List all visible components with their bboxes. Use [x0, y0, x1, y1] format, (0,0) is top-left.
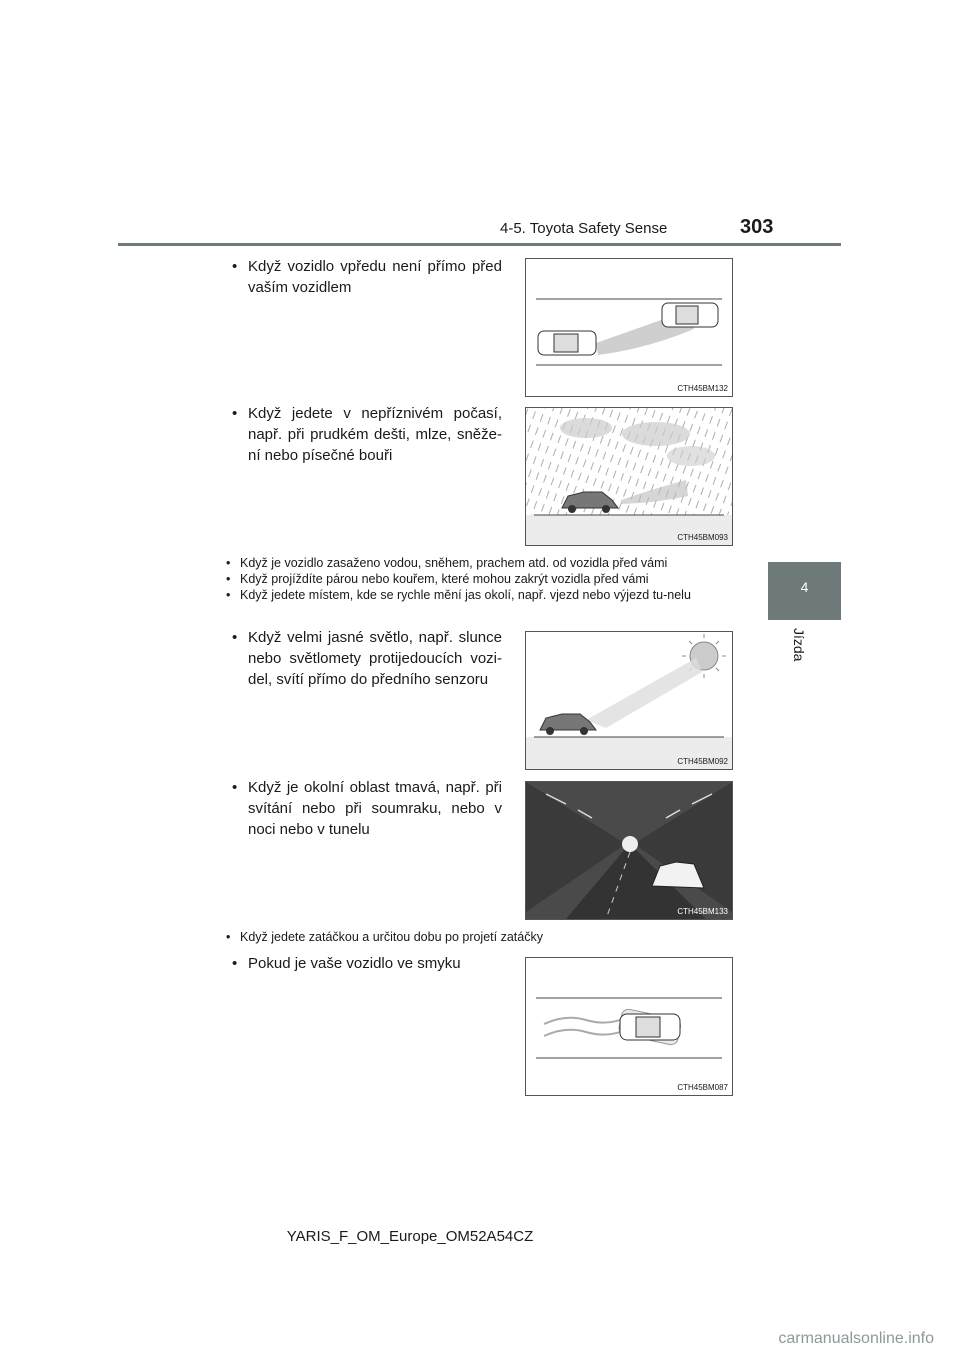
- figure-code: CTH45BM092: [677, 757, 728, 766]
- list-item: • Když je okolní oblast tmavá, např. při svítání nebo při soumraku, nebo v noci nebo v tunelu: [232, 779, 502, 838]
- header-rule: [118, 243, 841, 246]
- list-item: • Když projíždíte párou nebo kouřem, které mohou zakrýt vozidla před vámi: [226, 572, 649, 586]
- figure-skid: [525, 957, 733, 1096]
- figure-code: CTH45BM087: [677, 1083, 728, 1092]
- figure-code: CTH45BM093: [677, 533, 728, 542]
- document-code: YARIS_F_OM_Europe_OM52A54CZ: [286, 1228, 534, 1245]
- figure-vehicle-offset: [525, 258, 733, 397]
- list-item: • Když jedete zatáčkou a určitou dobu po projetí zatáčky: [226, 930, 543, 944]
- chapter-label: Jízda: [791, 628, 807, 662]
- chapter-number: 4: [800, 579, 809, 595]
- list-item: • Když jedete v nepříznivém počasí, např. při prudkém dešti, mlze, sněže-ní nebo písečné bouři: [232, 405, 502, 464]
- list-item: • Když vozidlo vpředu není přímo před vaším vozidlem: [232, 258, 502, 296]
- list-item: • Když jedete místem, kde se rychle mění jas okolí, např. vjezd nebo výjezd tu-nelu: [226, 588, 691, 602]
- page-number: 303: [740, 216, 774, 238]
- list-item: • Když velmi jasné světlo, např. slunce nebo světlomety protijedoucích vozi-del, svítí přímo do předního senzoru: [232, 629, 502, 688]
- figure-tunnel: [525, 781, 733, 920]
- figure-code: CTH45BM133: [677, 907, 728, 916]
- figure-bright-light: [525, 631, 733, 770]
- section-title: 4-5. Toyota Safety Sense: [500, 220, 668, 237]
- figure-code: CTH45BM132: [677, 384, 728, 393]
- figure-bad-weather: [525, 407, 733, 546]
- list-item: • Když je vozidlo zasaženo vodou, sněhem, prachem atd. od vozidla před vámi: [226, 556, 668, 570]
- watermark: carmanualsonline.info: [778, 1330, 934, 1347]
- list-item: • Pokud je vaše vozidlo ve smyku: [232, 955, 461, 972]
- chapter-tab: [768, 562, 841, 620]
